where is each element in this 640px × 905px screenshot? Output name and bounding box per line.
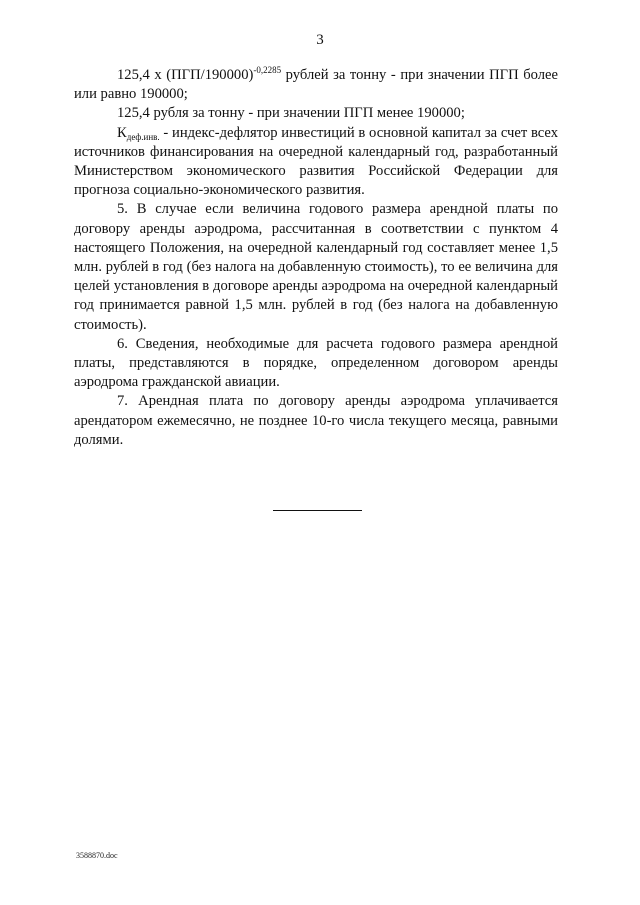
deflator-text: - индекс-дефлятор инвестиций в основной капитал за счет всех источников финансирования на очередной календарный год, разработанный Министерством экономического развития Российской Федерации для прогноза социально-экономического развития. [74, 124, 558, 199]
paragraph-7: 7. Арендная плата по договору аренды аэродрома уплачивается арендатором ежемесячно, не позднее 10-го числа текущего месяца, равными долями. [74, 393, 558, 448]
formula-1-tail: рублей за тонну - при значении ПГП более или равно 190000; [74, 67, 558, 103]
paragraph-6: 6. Сведения, необходимые для расчета годового размера арендной платы, представляются в порядке, определенном договором аренды аэродрома гражданской авиации. [74, 335, 558, 391]
formula-line-1 [74, 66, 558, 104]
paragraph-5: 5. В случае если величина годового размера арендной платы по договору аренды аэродрома, рассчитанная в соответствии с пунктом 4 настоящего Положения, на очередной календарный год составляет менее 1,5 млн. рублей в год (без налога на добавленную стоимость), то ее величина для целей установления в договоре аренды аэродрома на очередной календарный год принимается равной 1,5 млн. рублей в год (без налога на добавленную стоимость). [74, 201, 558, 333]
formula-1-base: 125,4 х (ПГП/190000) [117, 67, 254, 83]
end-of-text-rule [273, 510, 362, 511]
formula-line-2: 125,4 рубля за тонну - при значении ПГП менее 190000; [117, 105, 465, 122]
formula-1-exponent: -0,2285 [253, 65, 282, 75]
footer-filename: 3588870.doc [76, 851, 118, 860]
document-body [74, 66, 558, 450]
deflator-symbol: К [117, 124, 127, 141]
deflator-subscript: деф.инв. [126, 131, 160, 142]
deflator-definition [74, 124, 558, 201]
page-number: 3 [316, 32, 324, 48]
